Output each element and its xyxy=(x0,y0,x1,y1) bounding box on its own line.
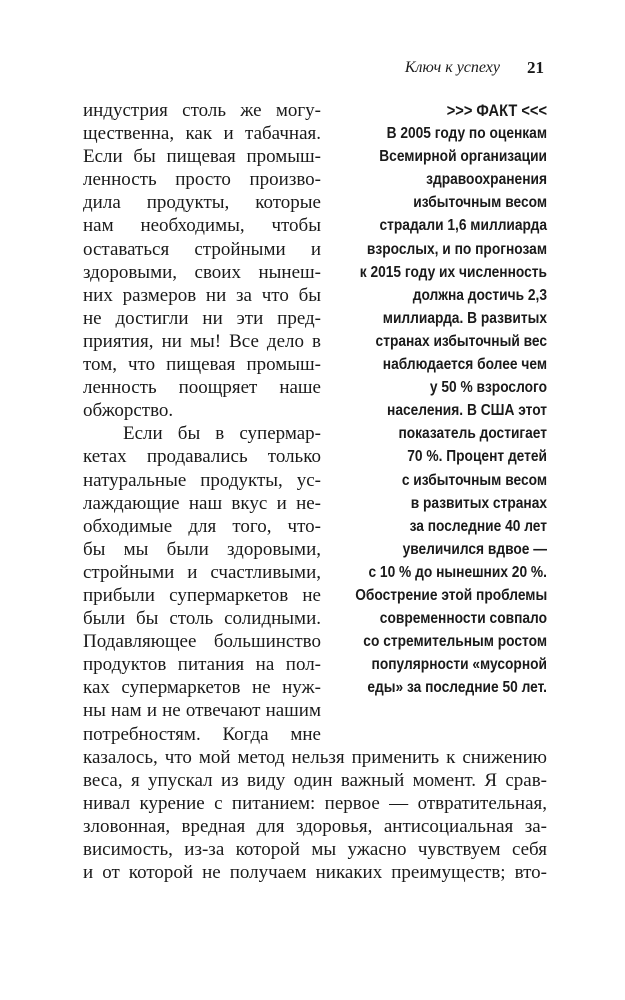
text-line: щественна, как и табачная. xyxy=(83,123,321,145)
text-line: оставаться стройными и xyxy=(83,238,321,260)
text-line: лаждающие наш вкус и не- xyxy=(83,492,321,514)
text-line: том, что пищевая промыш- xyxy=(83,354,321,376)
fact-line: избыточным весом xyxy=(413,194,547,212)
text-line: ленность поощряет наше xyxy=(83,377,321,399)
fact-line: со стремительным ростом xyxy=(363,633,547,651)
text-line: казалось, что мой метод нельзя применить к снижению xyxy=(83,747,547,768)
text-line: зловонная, вредная для здоровья, антисоциальная за- xyxy=(83,816,547,838)
fact-line: в развитых странах xyxy=(410,494,547,512)
running-header xyxy=(80,56,544,80)
running-title: Ключ к успеху xyxy=(404,59,500,76)
text-line: не достигли ни эти пред- xyxy=(83,307,321,329)
text-line: дила продукты, которые xyxy=(83,192,321,214)
text-line: и от которой не получаем никаких преимуществ; вто- xyxy=(83,862,547,884)
fact-line: взрослых, и по прогнозам xyxy=(366,240,547,258)
fact-line: страдали 1,6 миллиарда xyxy=(379,217,547,235)
text-line: ках супермаркетов не нуж- xyxy=(83,677,321,699)
text-line: натуральные продукты, ус- xyxy=(83,469,321,491)
text-line: висимость, из-за которой мы ужасно чувствуем себя xyxy=(83,839,547,861)
fact-line: странах избыточный вес xyxy=(375,332,547,350)
fact-line: с 10 % до нынешних 20 %. xyxy=(368,563,547,581)
fact-line: должна достичь 2,3 xyxy=(412,286,547,304)
fact-line: увеличился вдвое — xyxy=(402,540,547,558)
fact-line: населения. В США этот xyxy=(387,402,547,420)
fact-line: с избыточным весом xyxy=(401,471,547,489)
text-line: приятия, ни мы! Все дело в xyxy=(83,330,321,352)
text-line: них размеров ни за что бы xyxy=(83,284,321,306)
fact-line: к 2015 году их численность xyxy=(359,263,547,281)
text-line: продуктов питания на пол- xyxy=(83,654,321,676)
fact-line: еды» за последние 50 лет. xyxy=(367,679,547,697)
text-line: индустрия столь же могу- xyxy=(83,100,321,121)
text-line: нивал курение с питанием: первое — отвратительная, xyxy=(83,793,547,815)
page-number: 21 xyxy=(527,58,544,77)
text-line: бы мы были здоровыми, xyxy=(83,538,321,560)
text-line: ны нам и не отвечают нашим xyxy=(83,700,321,722)
text-line: Подавляющее большинство xyxy=(83,631,321,653)
fact-line: В 2005 году по оценкам xyxy=(386,125,547,143)
left-text-column xyxy=(83,99,321,746)
text-line: кетах продавались только xyxy=(83,446,321,468)
fact-title: >>> ФАКТ <<< xyxy=(446,101,547,120)
fact-line: современности совпало xyxy=(379,610,547,628)
text-line: ленность просто произво- xyxy=(83,169,321,191)
fact-line: за последние 40 лет xyxy=(409,517,547,535)
fact-line: 70 %. Процент детей xyxy=(407,448,547,466)
fact-line: Всемирной организации xyxy=(379,148,547,166)
text-line: нам необходимы, чтобы xyxy=(83,215,321,237)
text-line: были бы столь солидными. xyxy=(83,608,321,630)
fact-line: Обострение этой проблемы xyxy=(355,586,548,604)
fact-line: наблюдается более чем xyxy=(382,356,547,374)
text-line: Если бы в супермар- xyxy=(123,423,321,445)
text-line: обжорство. xyxy=(83,400,174,422)
text-line: стройными и счастливыми, xyxy=(83,561,321,583)
text-line: веса, я упускал из виду один важный момент. Я срав- xyxy=(83,770,547,792)
text-line: обходимые для того, что- xyxy=(83,515,321,537)
text-line: потребностям. Когда мне xyxy=(83,723,321,745)
fact-line: здравоохранения xyxy=(426,171,547,189)
text-line: прибыли супермаркетов не xyxy=(83,584,321,606)
fact-line: у 50 % взрослого xyxy=(429,379,547,397)
fact-line: миллиарда. В развитых xyxy=(382,309,547,327)
fact-sidebar xyxy=(324,99,547,699)
text-line: Если бы пищевая промыш- xyxy=(83,146,321,168)
text-line: здоровыми, своих нынеш- xyxy=(83,261,321,283)
full-width-text xyxy=(83,746,547,885)
fact-line: показатель достигает xyxy=(398,425,547,443)
fact-line: популярности «мусорной xyxy=(371,656,547,674)
